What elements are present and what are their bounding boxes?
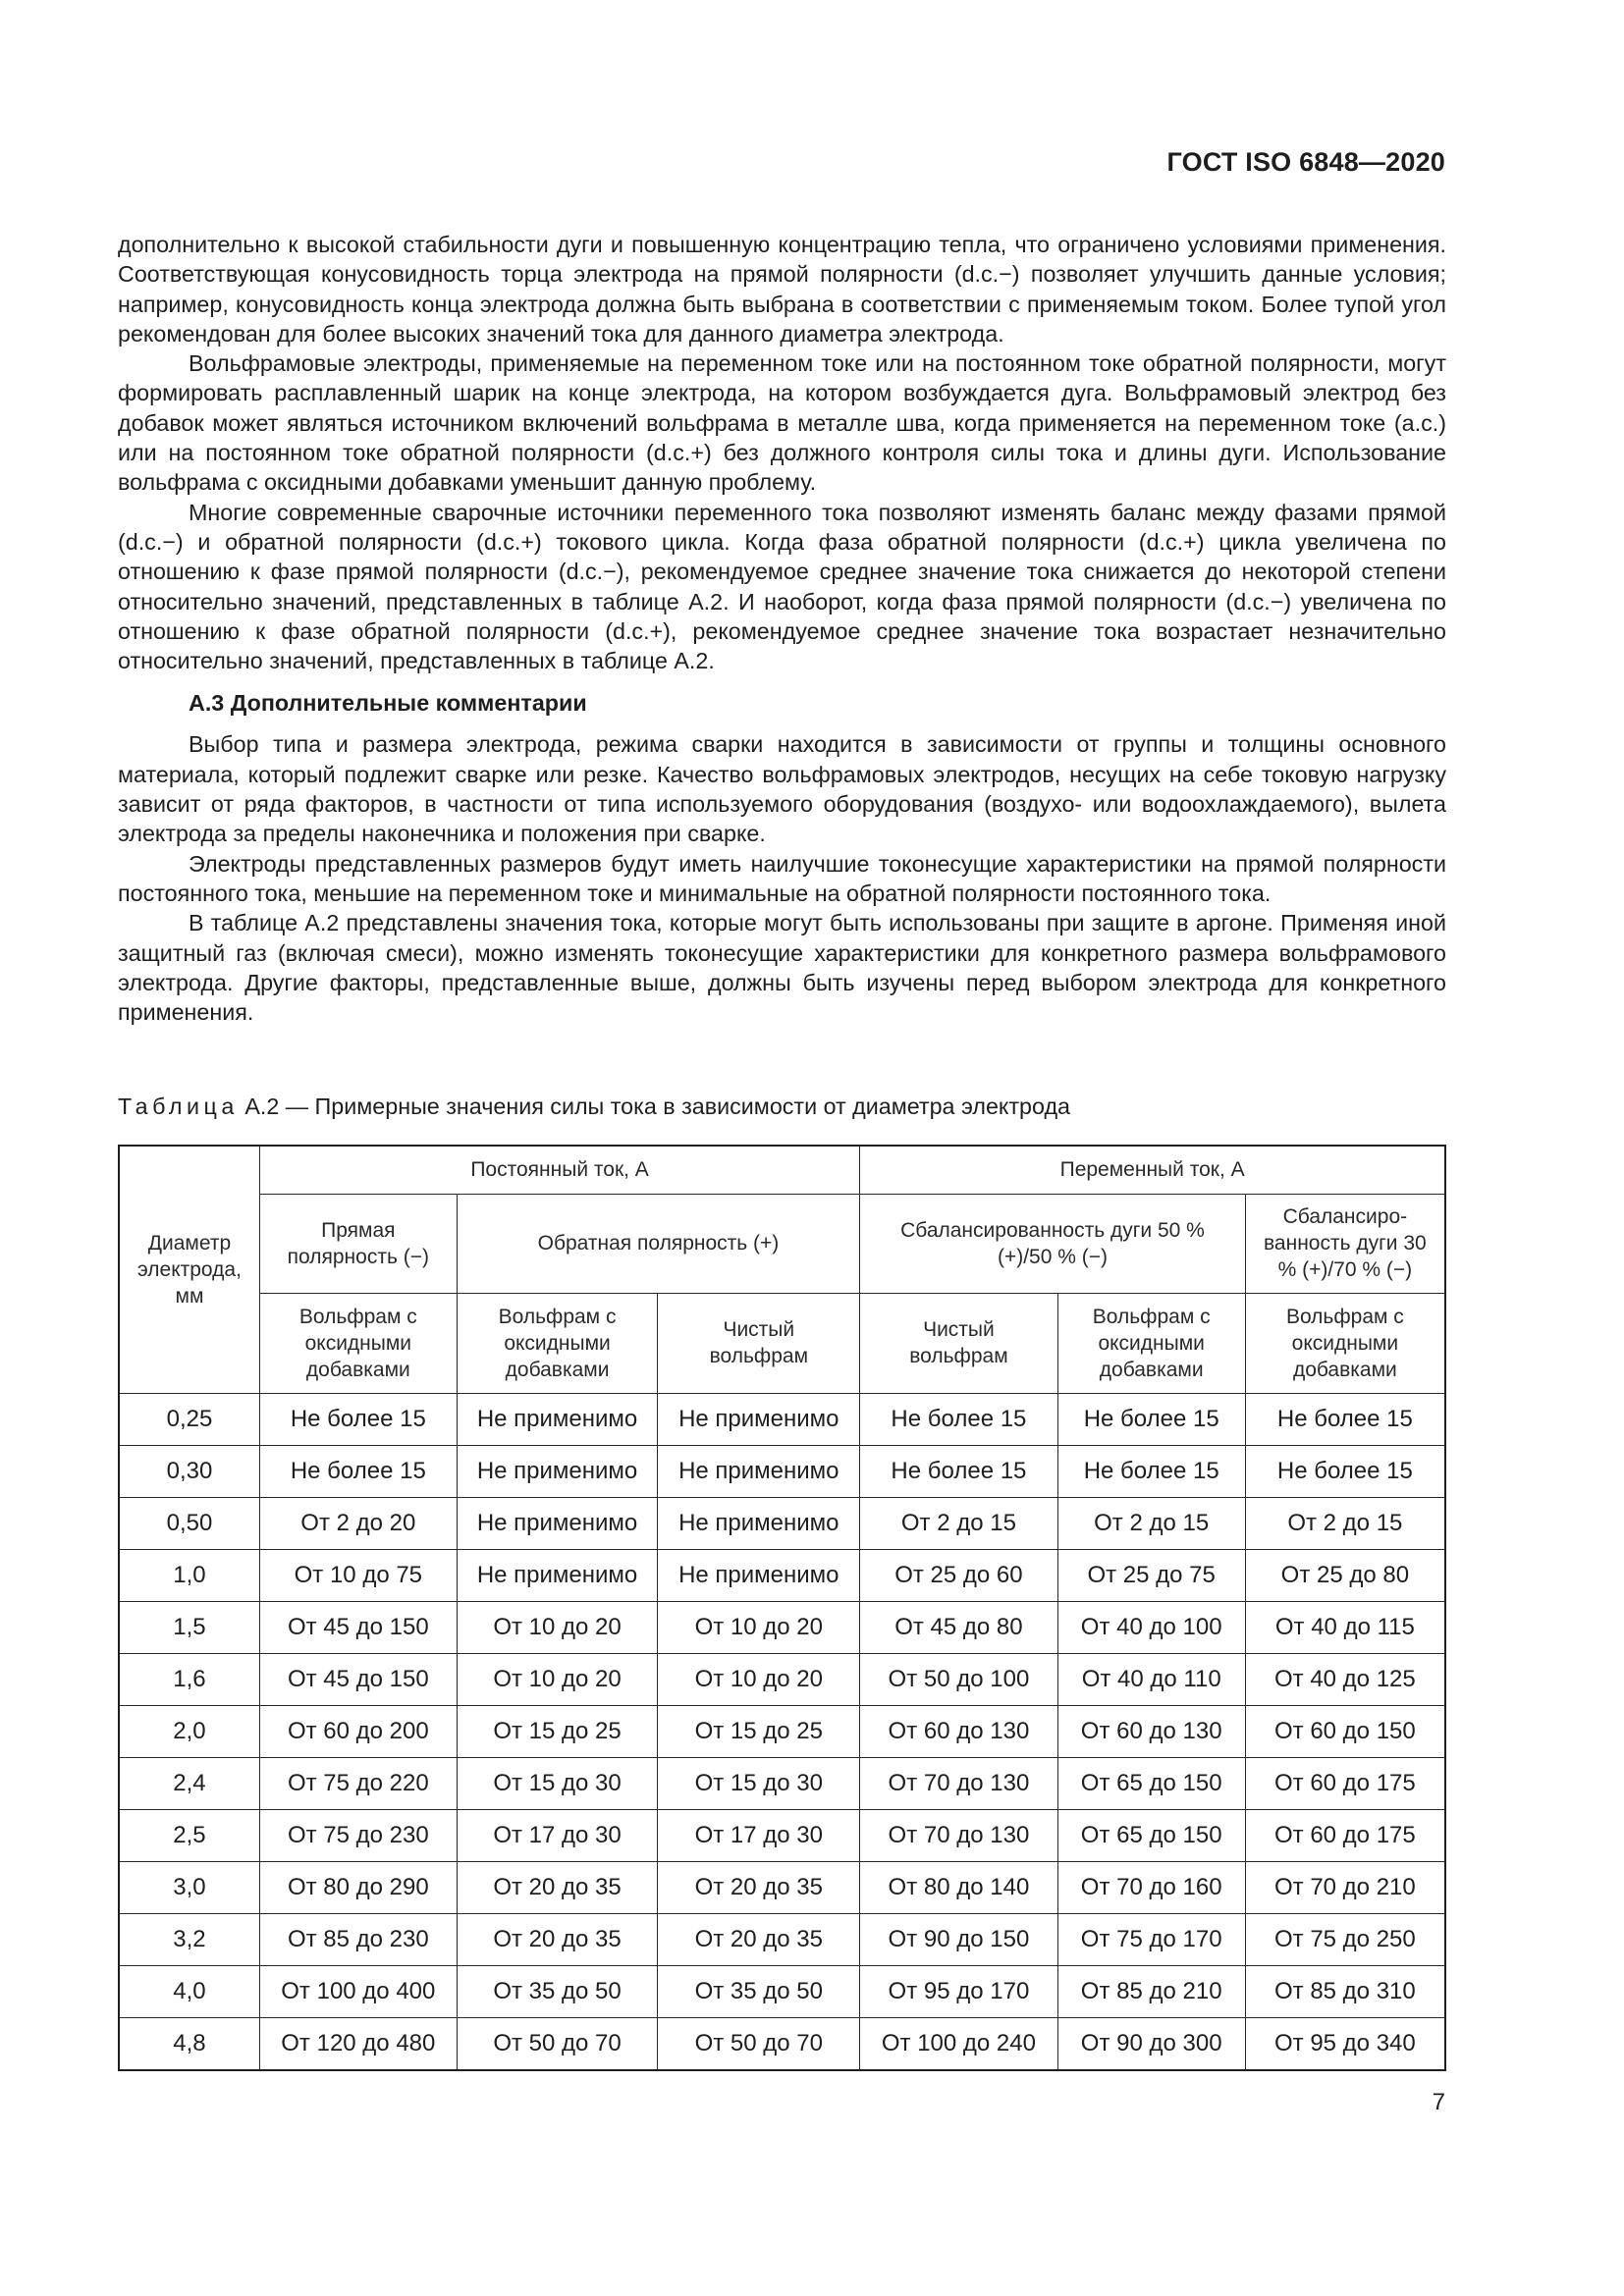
- current-cell: От 2 до 15: [1245, 1497, 1445, 1549]
- current-cell: От 15 до 30: [457, 1757, 658, 1809]
- current-cell: От 60 до 150: [1245, 1705, 1445, 1757]
- header-col-5: Вольфрам с оксидными добавками: [1057, 1293, 1245, 1393]
- diameter-cell: 4,0: [119, 1965, 259, 2017]
- current-cell: Не применимо: [658, 1497, 860, 1549]
- current-cell: От 35 до 50: [457, 1965, 658, 2017]
- current-cell: От 90 до 300: [1057, 2017, 1245, 2070]
- current-cell: Не более 15: [259, 1445, 457, 1497]
- header-col-1: Вольфрам с оксидными добавками: [259, 1293, 457, 1393]
- paragraph: В таблице А.2 представлены значения тока, которые могут быть использованы при защите в аргоне. Применяя иной защитный газ (включая смеси), можно изменять токонесущие характеристики для конкретного размера вольфрамового электрода. Другие факторы, представленные выше, должны быть изучены перед выбором электрода для конкретного применения.: [118, 910, 1446, 1026]
- current-cell: От 20 до 35: [658, 1861, 860, 1913]
- table-caption-label: Таблица: [118, 1094, 239, 1119]
- current-cell: Не применимо: [658, 1393, 860, 1445]
- current-cell: От 45 до 80: [860, 1601, 1057, 1653]
- current-cell: Не применимо: [658, 1445, 860, 1497]
- current-cell: От 100 до 400: [259, 1965, 457, 2017]
- current-cell: От 40 до 115: [1245, 1601, 1445, 1653]
- document-header: ГОСТ ISO 6848—2020: [1166, 147, 1445, 177]
- current-cell: Не более 15: [1245, 1393, 1445, 1445]
- header-balanced-30: Сбалансиро-ванность дуги 30 % (+)/70 % (−): [1245, 1194, 1445, 1293]
- current-cell: От 65 до 150: [1057, 1757, 1245, 1809]
- paragraph: Вольфрамовые электроды, применяемые на переменном токе или на постоянном токе обратной полярности, могут формировать расплавленный шарик на конце электрода, на котором возбуждается дуга. Вольфрамовый электрод без добавок может являться источником включений вольфрама в металле шва, когда применяется на переменном токе (a.c.) или на постоянном токе обратной полярности (d.c.+) без должного контроля силы тока и длины дуги. Использование вольфрама с оксидными добавками уменьшит данную проблему.: [118, 350, 1446, 496]
- current-cell: От 60 до 175: [1245, 1757, 1445, 1809]
- current-cell: От 15 до 25: [658, 1705, 860, 1757]
- body-text: [118, 230, 1446, 1027]
- table-row: [119, 1965, 1445, 2017]
- current-cell: От 75 до 220: [259, 1757, 457, 1809]
- header-diameter: Диаметр электрода, мм: [119, 1146, 259, 1393]
- table-caption: [118, 1094, 1070, 1120]
- current-cell: Не применимо: [457, 1393, 658, 1445]
- current-cell: От 85 до 230: [259, 1913, 457, 1965]
- current-cell: От 2 до 15: [860, 1497, 1057, 1549]
- current-cell: От 75 до 230: [259, 1809, 457, 1861]
- diameter-cell: 2,0: [119, 1705, 259, 1757]
- header-col-4: Чистый вольфрам: [860, 1293, 1057, 1393]
- current-cell: От 20 до 35: [658, 1913, 860, 1965]
- table-row: [119, 1549, 1445, 1601]
- current-cell: От 25 до 60: [860, 1549, 1057, 1601]
- header-reverse-polarity: Обратная полярность (+): [457, 1194, 860, 1293]
- current-cell: От 10 до 20: [658, 1601, 860, 1653]
- current-cell: От 70 до 160: [1057, 1861, 1245, 1913]
- current-cell: От 45 до 150: [259, 1601, 457, 1653]
- current-cell: Не более 15: [259, 1393, 457, 1445]
- current-cell: От 100 до 240: [860, 2017, 1057, 2070]
- table-row: [119, 2017, 1445, 2070]
- current-cell: От 60 до 130: [1057, 1705, 1245, 1757]
- current-cell: Не применимо: [457, 1445, 658, 1497]
- current-cell: От 95 до 340: [1245, 2017, 1445, 2070]
- diameter-cell: 0,30: [119, 1445, 259, 1497]
- table-caption-text: А.2 — Примерные значения силы тока в зависимости от диаметра электрода: [244, 1094, 1070, 1119]
- header-direct-polarity: Прямая полярность (−): [259, 1194, 457, 1293]
- paragraph: Многие современные сварочные источники переменного тока позволяют изменять баланс между фазами прямой (d.c.−) и обратной полярности (d.c.+) токового цикла. Когда фаза обратной полярности (d.c.+) цикла увеличена по отношению к фазе прямой полярности (d.c.−), рекомендуемое среднее значение тока снижается до некоторой степени относительно значений, представленных в таблице А.2. И наоборот, когда фаза прямой полярности (d.c.−) увеличена по отношению к фазе обратной полярности (d.c.+), рекомендуемое среднее значение тока возрастает незначительно относительно значений, представленных в таблице А.2.: [118, 499, 1446, 674]
- diameter-cell: 4,8: [119, 2017, 259, 2070]
- table-row: [119, 1861, 1445, 1913]
- current-cell: От 40 до 110: [1057, 1653, 1245, 1705]
- current-cell: От 80 до 290: [259, 1861, 457, 1913]
- current-table: [118, 1145, 1446, 2071]
- current-cell: От 65 до 150: [1057, 1809, 1245, 1861]
- current-cell: От 120 до 480: [259, 2017, 457, 2070]
- paragraph: Выбор типа и размера электрода, режима сварки находится в зависимости от группы и толщины основного материала, который подлежит сварке или резке. Качество вольфрамовых электродов, несущих на себе токовую нагрузку зависит от ряда факторов, в частности от типа используемого оборудования (воздухо- или водоохлаждаемого), вылета электрода за пределы наконечника и положения при сварке.: [118, 731, 1446, 847]
- current-cell: От 50 до 70: [658, 2017, 860, 2070]
- current-cell: От 25 до 75: [1057, 1549, 1245, 1601]
- current-cell: От 20 до 35: [457, 1913, 658, 1965]
- diameter-cell: 1,0: [119, 1549, 259, 1601]
- current-cell: От 85 до 210: [1057, 1965, 1245, 2017]
- current-cell: Не более 15: [1057, 1393, 1245, 1445]
- current-cell: От 70 до 210: [1245, 1861, 1445, 1913]
- current-cell: От 17 до 30: [658, 1809, 860, 1861]
- current-cell: От 60 до 200: [259, 1705, 457, 1757]
- current-cell: От 90 до 150: [860, 1913, 1057, 1965]
- current-cell: От 50 до 100: [860, 1653, 1057, 1705]
- current-cell: От 15 до 30: [658, 1757, 860, 1809]
- diameter-cell: 1,5: [119, 1601, 259, 1653]
- current-cell: От 45 до 150: [259, 1653, 457, 1705]
- diameter-cell: 3,2: [119, 1913, 259, 1965]
- current-cell: Не более 15: [860, 1393, 1057, 1445]
- current-cell: От 25 до 80: [1245, 1549, 1445, 1601]
- current-cell: Не применимо: [457, 1549, 658, 1601]
- current-cell: От 2 до 20: [259, 1497, 457, 1549]
- current-cell: От 15 до 25: [457, 1705, 658, 1757]
- current-cell: От 35 до 50: [658, 1965, 860, 2017]
- table-row: [119, 1757, 1445, 1809]
- current-cell: От 17 до 30: [457, 1809, 658, 1861]
- current-cell: От 85 до 310: [1245, 1965, 1445, 2017]
- current-cell: От 40 до 100: [1057, 1601, 1245, 1653]
- current-cell: Не более 15: [1245, 1445, 1445, 1497]
- table-row: [119, 1705, 1445, 1757]
- current-cell: От 50 до 70: [457, 2017, 658, 2070]
- current-cell: От 60 до 175: [1245, 1809, 1445, 1861]
- current-cell: От 80 до 140: [860, 1861, 1057, 1913]
- paragraph: дополнительно к высокой стабильности дуги и повышенную концентрацию тепла, что ограничено условиями применения. Соответствующая конусовидность торца электрода на прямой полярности (d.c.−) позволяет улучшить данные условия; например, конусовидность конца электрода должна быть выбрана в соответствии с применяемым током. Более тупой угол рекомендован для более высоких значений тока для данного диаметра электрода.: [118, 232, 1446, 347]
- current-cell: От 10 до 75: [259, 1549, 457, 1601]
- header-balanced-50: Сбалансированность дуги 50 % (+)/50 % (−): [860, 1194, 1246, 1293]
- diameter-cell: 2,4: [119, 1757, 259, 1809]
- diameter-cell: 0,25: [119, 1393, 259, 1445]
- header-col-6: Вольфрам с оксидными добавками: [1245, 1293, 1445, 1393]
- diameter-cell: 0,50: [119, 1497, 259, 1549]
- diameter-cell: 1,6: [119, 1653, 259, 1705]
- current-cell: От 2 до 15: [1057, 1497, 1245, 1549]
- current-cell: Не применимо: [457, 1497, 658, 1549]
- current-cell: От 70 до 130: [860, 1757, 1057, 1809]
- table-row: [119, 1809, 1445, 1861]
- current-cell: Не применимо: [658, 1549, 860, 1601]
- current-cell: От 40 до 125: [1245, 1653, 1445, 1705]
- current-cell: От 10 до 20: [457, 1601, 658, 1653]
- page-number: 7: [1432, 2089, 1445, 2115]
- current-cell: От 10 до 20: [457, 1653, 658, 1705]
- current-cell: От 10 до 20: [658, 1653, 860, 1705]
- table-row: [119, 1601, 1445, 1653]
- diameter-cell: 3,0: [119, 1861, 259, 1913]
- paragraph: Электроды представленных размеров будут иметь наилучшие токонесущие характеристики на прямой полярности постоянного тока, меньшие на переменном токе и минимальные на обратной полярности постоянного тока.: [118, 850, 1446, 906]
- table-body: [119, 1393, 1445, 2070]
- table-row: [119, 1393, 1445, 1445]
- diameter-cell: 2,5: [119, 1809, 259, 1861]
- current-cell: Не более 15: [1057, 1445, 1245, 1497]
- current-cell: От 95 до 170: [860, 1965, 1057, 2017]
- table-row: [119, 1653, 1445, 1705]
- section-heading: А.3 Дополнительные комментарии: [189, 690, 587, 717]
- header-ac: Переменный ток, А: [860, 1146, 1445, 1194]
- header-col-2: Вольфрам с оксидными добавками: [457, 1293, 658, 1393]
- table-row: [119, 1445, 1445, 1497]
- table-row: [119, 1913, 1445, 1965]
- header-col-3: Чистый вольфрам: [658, 1293, 860, 1393]
- current-cell: От 60 до 130: [860, 1705, 1057, 1757]
- current-cell: От 75 до 250: [1245, 1913, 1445, 1965]
- header-dc: Постоянный ток, А: [259, 1146, 859, 1194]
- current-cell: От 75 до 170: [1057, 1913, 1245, 1965]
- table-row: [119, 1497, 1445, 1549]
- current-cell: От 70 до 130: [860, 1809, 1057, 1861]
- current-cell: Не более 15: [860, 1445, 1057, 1497]
- current-cell: От 20 до 35: [457, 1861, 658, 1913]
